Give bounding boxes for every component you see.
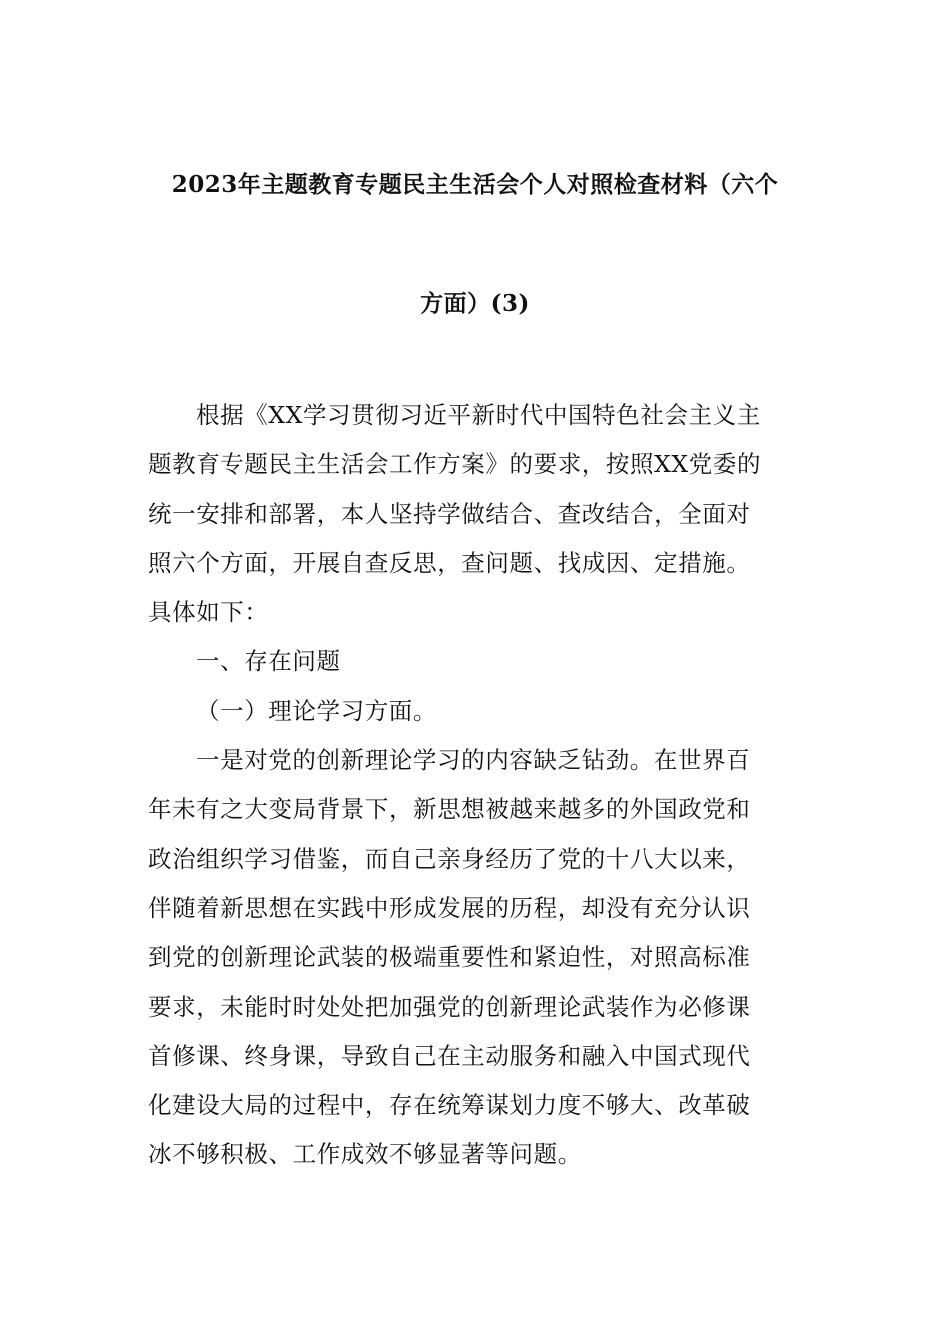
text-line: 一是对党的创新理论学习的内容缺乏钻劲。在世界百: [196, 746, 751, 775]
text-line: 一、存在问题: [196, 647, 341, 676]
text-line: 化建设大局的过程中，存在统筹谋划力度不够大、改革破: [148, 1091, 751, 1120]
paragraph: [148, 696, 808, 745]
document-title-line-1: 2023年主题教育专题民主生活会个人对照检查材料（六个: [171, 171, 779, 198]
text-line: 伴随着新思想在实践中形成发展的历程，却没有充分认识: [148, 893, 751, 922]
text-line: 统一安排和部署，本人坚持学做结合、查改结合，全面对: [148, 499, 751, 528]
paragraph: [148, 400, 808, 646]
text-line: 年未有之大变局背景下，新思想被越来越多的外国政党和: [148, 795, 751, 824]
document-title-line-2: 方面）(3): [420, 290, 530, 317]
paragraph: [148, 646, 808, 695]
text-line: 冰不够积极、工作成效不够显著等问题。: [148, 1140, 582, 1169]
text-line: 到党的创新理论武装的极端重要性和紧迫性，对照高标准: [148, 943, 751, 972]
text-line: （一）理论学习方面。: [196, 696, 437, 725]
text-line: 根据《XX学习贯彻习近平新时代中国特色社会主义主: [196, 401, 761, 429]
paragraph: [148, 745, 808, 1189]
text-line: 题教育专题民主生活会工作方案》的要求，按照XX党委的: [148, 450, 762, 479]
text-line: 具体如下：: [148, 598, 269, 627]
document-body: [148, 400, 808, 1189]
text-line: 要求，未能时时处处把加强党的创新理论武装作为必修课: [148, 992, 751, 1021]
text-line: 政治组织学习借鉴，而自己亲身经历了党的十八大以来，: [148, 844, 751, 873]
text-line: 首修课、终身课，导致自己在主动服务和融入中国式现代: [148, 1041, 751, 1070]
text-line: 照六个方面，开展自查反思，查问题、找成因、定措施。: [148, 548, 751, 577]
